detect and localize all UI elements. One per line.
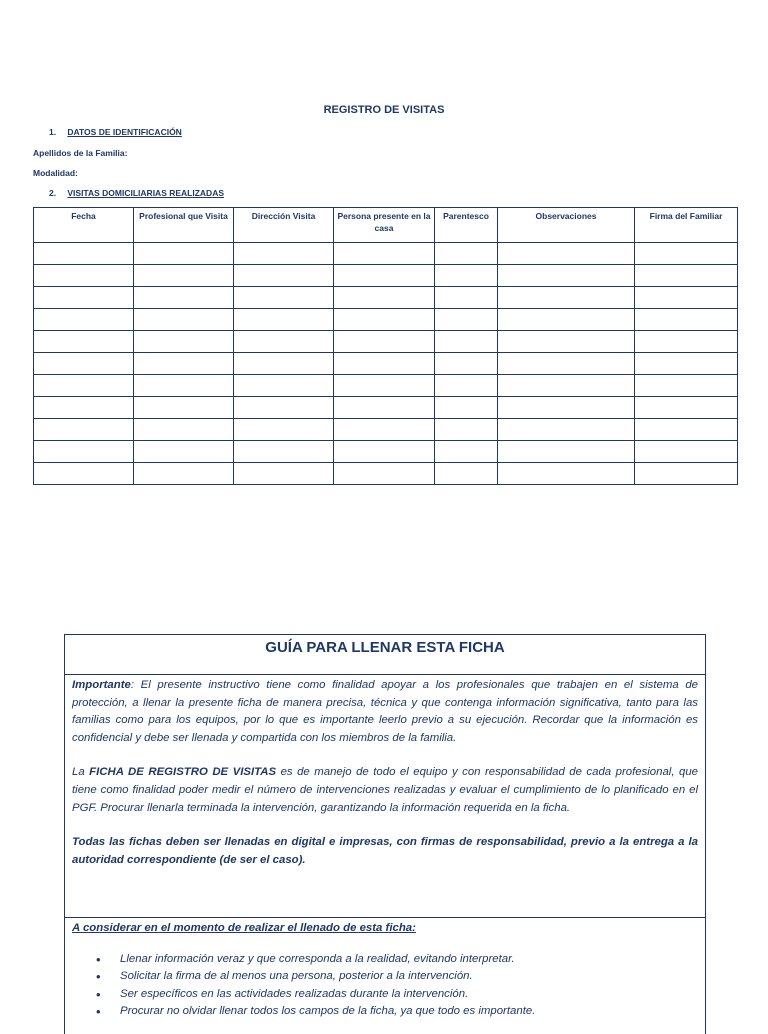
column-header-family-signature: Firma del Familiar — [635, 208, 738, 243]
table-cell[interactable] — [435, 419, 498, 441]
section-number: 2. — [49, 188, 57, 198]
column-header-address: Dirección Visita — [234, 208, 334, 243]
bullet-icon: • — [96, 951, 101, 967]
table-cell[interactable] — [334, 441, 435, 463]
table-cell[interactable] — [134, 353, 234, 375]
table-cell[interactable] — [435, 309, 498, 331]
table-row — [34, 397, 738, 419]
table-row — [34, 331, 738, 353]
table-row — [34, 375, 738, 397]
table-cell[interactable] — [34, 243, 134, 265]
visits-table — [33, 207, 738, 485]
table-cell[interactable] — [134, 375, 234, 397]
column-header-person-present: Persona presente en la casa — [334, 208, 435, 243]
table-cell[interactable] — [234, 441, 334, 463]
table-cell[interactable] — [435, 353, 498, 375]
table-cell[interactable] — [635, 287, 738, 309]
table-cell[interactable] — [234, 243, 334, 265]
table-cell[interactable] — [435, 243, 498, 265]
table-header-row — [34, 208, 738, 243]
table-cell[interactable] — [34, 441, 134, 463]
table-cell[interactable] — [498, 441, 635, 463]
form-description-prefix: La — [72, 766, 90, 779]
table-cell[interactable] — [435, 463, 498, 485]
table-row — [34, 309, 738, 331]
table-cell[interactable] — [34, 463, 134, 485]
guide-considerations — [65, 918, 705, 1021]
table-cell[interactable] — [435, 287, 498, 309]
table-cell[interactable] — [435, 397, 498, 419]
guide-title: GUÍA PARA LLENAR ESTA FICHA — [65, 635, 705, 675]
list-item-text: Solicitar la firma de al menos una persona, posterior a la intervención. — [120, 970, 473, 983]
table-cell[interactable] — [234, 331, 334, 353]
column-header-professional: Profesional que Visita — [134, 208, 234, 243]
table-cell[interactable] — [498, 353, 635, 375]
table-cell[interactable] — [134, 287, 234, 309]
table-cell[interactable] — [635, 331, 738, 353]
table-cell[interactable] — [498, 243, 635, 265]
signature-requirement-paragraph: Todas las fichas deben ser llenadas en digital e impresas, con firmas de responsabilidad, previo a la entrega a la autoridad correspondiente (de ser el caso). — [72, 836, 698, 866]
bullet-icon: • — [96, 1004, 101, 1020]
list-item-text: Llenar información veraz y que corresponda a la realidad, evitando interpretar. — [120, 952, 515, 965]
important-label: Importante — [72, 679, 131, 691]
column-header-observations: Observaciones — [498, 208, 635, 243]
table-cell[interactable] — [134, 419, 234, 441]
table-row — [34, 441, 738, 463]
section-label: VISITAS DOMICILIARIAS REALIZADAS — [67, 188, 224, 198]
table-cell[interactable] — [498, 397, 635, 419]
table-cell[interactable] — [435, 375, 498, 397]
guide-intro — [65, 675, 705, 918]
table-cell[interactable] — [234, 463, 334, 485]
table-cell[interactable] — [498, 419, 635, 441]
table-cell[interactable] — [234, 397, 334, 419]
table-row — [34, 265, 738, 287]
table-cell[interactable] — [34, 287, 134, 309]
table-cell[interactable] — [34, 375, 134, 397]
bullet-icon: • — [96, 969, 101, 985]
list-item — [96, 951, 698, 969]
table-cell[interactable] — [334, 243, 435, 265]
table-cell[interactable] — [635, 441, 738, 463]
table-cell[interactable] — [635, 419, 738, 441]
table-cell[interactable] — [435, 441, 498, 463]
table-cell[interactable] — [334, 287, 435, 309]
table-row — [34, 463, 738, 485]
guide-box — [64, 634, 706, 1034]
section-identification-heading — [49, 127, 182, 137]
table-cell[interactable] — [34, 265, 134, 287]
table-cell[interactable] — [234, 265, 334, 287]
table-cell[interactable] — [334, 419, 435, 441]
table-cell[interactable] — [635, 463, 738, 485]
form-description-paragraph — [72, 764, 698, 817]
table-cell[interactable] — [34, 309, 134, 331]
table-cell[interactable] — [234, 419, 334, 441]
table-cell[interactable] — [635, 375, 738, 397]
important-paragraph — [72, 677, 698, 747]
table-cell[interactable] — [498, 463, 635, 485]
list-item — [96, 1003, 698, 1021]
list-item-text: Procurar no olvidar llenar todos los campos de la ficha, ya que todo es importante. — [120, 1005, 536, 1018]
table-cell[interactable] — [334, 331, 435, 353]
table-cell[interactable] — [635, 243, 738, 265]
table-cell[interactable] — [498, 375, 635, 397]
form-name: FICHA DE REGISTRO DE VISITAS — [89, 766, 277, 779]
table-cell[interactable] — [498, 265, 635, 287]
table-cell[interactable] — [134, 397, 234, 419]
section-label: DATOS DE IDENTIFICACIÓN — [67, 127, 182, 137]
section-number: 1. — [49, 127, 57, 137]
table-cell[interactable] — [134, 463, 234, 485]
table-cell[interactable] — [435, 331, 498, 353]
table-cell[interactable] — [234, 353, 334, 375]
table-cell[interactable] — [498, 331, 635, 353]
table-cell[interactable] — [635, 309, 738, 331]
column-header-relationship: Parentesco — [435, 208, 498, 243]
table-cell[interactable] — [134, 441, 234, 463]
table-cell[interactable] — [34, 419, 134, 441]
table-cell[interactable] — [635, 353, 738, 375]
table-cell[interactable] — [234, 287, 334, 309]
family-surname-field-label: Apellidos de la Familia: — [33, 148, 128, 158]
table-cell[interactable] — [334, 463, 435, 485]
table-cell[interactable] — [134, 309, 234, 331]
table-row — [34, 419, 738, 441]
table-row — [34, 353, 738, 375]
table-cell[interactable] — [334, 265, 435, 287]
table-cell[interactable] — [498, 287, 635, 309]
table-cell[interactable] — [334, 375, 435, 397]
list-item — [96, 986, 698, 1004]
table-cell[interactable] — [134, 243, 234, 265]
table-cell[interactable] — [334, 309, 435, 331]
table-cell[interactable] — [635, 397, 738, 419]
table-cell[interactable] — [134, 265, 234, 287]
table-cell[interactable] — [34, 353, 134, 375]
list-item-text: Ser específicos en las actividades realizadas durante la intervención. — [120, 987, 469, 1000]
table-cell[interactable] — [134, 331, 234, 353]
table-cell[interactable] — [334, 353, 435, 375]
form-description-text: es de manejo de todo el equipo y con responsabilidad de cada profesional, que tiene como finalidad poder medir el número de intervenciones realizadas y evaluar el cumplimiento de lo planificado en el PGF. Procurar llenarla terminada la intervención, garantizando la información requerida en la ficha. — [72, 766, 698, 814]
table-cell[interactable] — [234, 309, 334, 331]
modality-field-label: Modalidad: — [33, 168, 78, 178]
table-cell[interactable] — [334, 397, 435, 419]
document-title: REGISTRO DE VISITAS — [323, 104, 445, 116]
bullet-icon: • — [96, 986, 101, 1002]
table-cell[interactable] — [635, 265, 738, 287]
table-row — [34, 243, 738, 265]
table-row — [34, 287, 738, 309]
considerations-list — [72, 951, 698, 1021]
important-text: : El presente instructivo tiene como finalidad apoyar a los profesionales que trabajen en el sistema de protección, a llenar la presente ficha de manera precisa, técnica y que contenga información significativa, tanto para las familias como para los equipos, por lo que es importante leerlo previo a su ejecución. Recordar que la información es confidencial y debe ser llenada y compartida con los miembros de la familia. — [72, 679, 698, 744]
table-cell[interactable] — [435, 265, 498, 287]
considerations-heading: A considerar en el momento de realizar el llenado de esta ficha: — [72, 922, 416, 934]
table-cell[interactable] — [498, 309, 635, 331]
table-cell[interactable] — [234, 375, 334, 397]
column-header-date: Fecha — [34, 208, 134, 243]
section-visits-heading — [49, 188, 224, 198]
table-cell[interactable] — [34, 397, 134, 419]
list-item — [96, 968, 698, 986]
table-cell[interactable] — [34, 331, 134, 353]
